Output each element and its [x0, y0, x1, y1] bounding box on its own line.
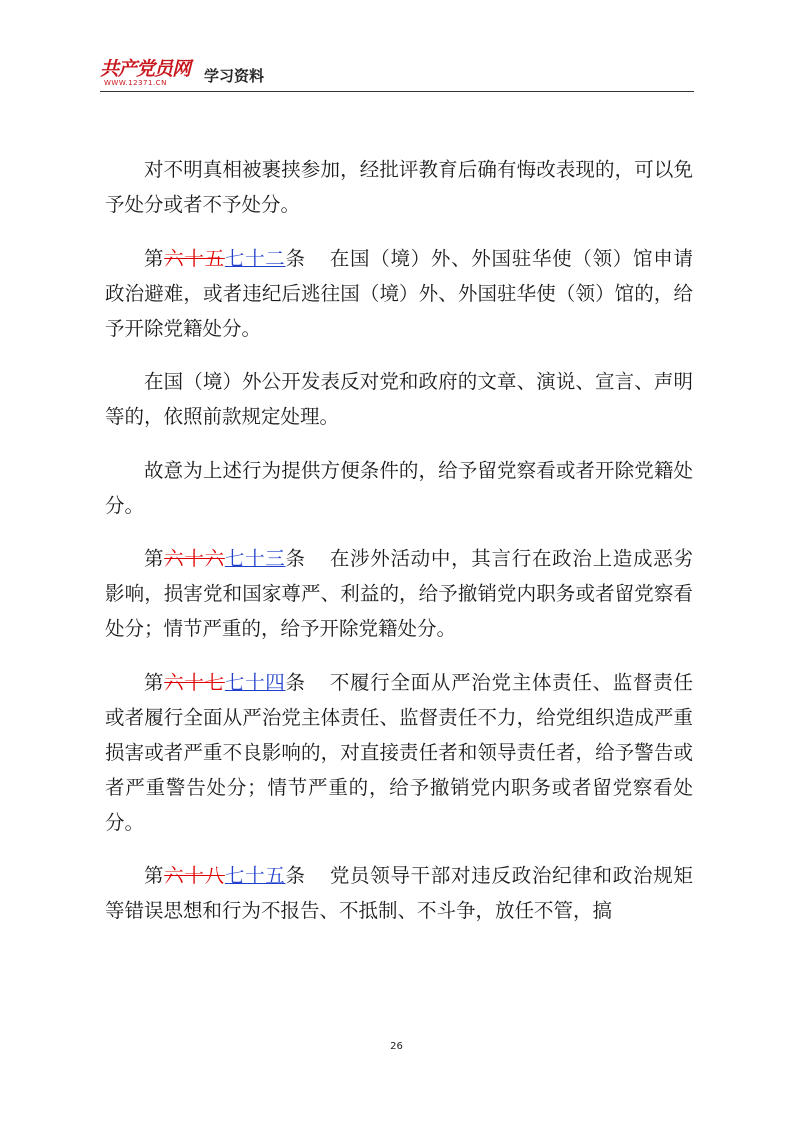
- paragraph-text: 在国（境）外、外国驻华使（领）馆申请政治避难，或者违纪后逃往国（境）外、外国驻华使（领）馆的，给予开除党籍处分。: [105, 246, 693, 340]
- inserted-article-number: 七十四: [224, 670, 286, 694]
- inserted-article-number: 七十二: [224, 246, 286, 270]
- paragraph-text: 故意为上述行为提供方便条件的，给予留党察看或者开除党籍处分。: [105, 458, 693, 517]
- paragraph: [105, 152, 693, 222]
- deleted-article-number: 六十五: [164, 246, 225, 270]
- page-number: 26: [390, 1041, 403, 1052]
- article-suffix: 条: [285, 246, 306, 270]
- article-prefix: 第: [144, 670, 165, 694]
- document-body: [105, 152, 693, 947]
- article-suffix: 条: [285, 864, 306, 887]
- paragraph-text: 对不明真相被裹挟参加，经批评教育后确有悔改表现的，可以免予处分或者不予处分。: [105, 158, 693, 216]
- site-logo: 共产党员网: [100, 58, 191, 80]
- article-suffix: 条: [285, 670, 306, 694]
- deleted-article-number: 六十八: [164, 864, 225, 887]
- inserted-article-number: 七十五: [224, 864, 286, 887]
- header-divider: [100, 91, 694, 92]
- paragraph-text: 不履行全面从严治党主体责任、监督责任或者履行全面从严治党主体责任、监督责任不力，给党组织造成严重损害或者严重不良影响的，对直接责任者和领导责任者，给予警告或者严重警告处分；情节严重的，给予撤销党内职务或者留党察看处分。: [105, 670, 693, 834]
- article-suffix: 条: [285, 547, 306, 570]
- article-75: [105, 858, 693, 928]
- article-prefix: 第: [144, 246, 165, 270]
- header-title: 学习资料: [204, 67, 265, 85]
- inserted-article-number: 七十三: [224, 547, 286, 570]
- article-74: [105, 665, 693, 840]
- paragraph-text: 在涉外活动中，其言行在政治上造成恶劣影响，损害党和国家尊严、利益的，给予撤销党内职务或者留党察看处分；情节严重的，给予开除党籍处分。: [105, 547, 693, 640]
- article-prefix: 第: [144, 864, 165, 887]
- paragraph-text: 在国（境）外公开发表反对党和政府的文章、演说、宣言、声明等的，依照前款规定处理。: [105, 370, 693, 428]
- article-72: [105, 241, 693, 346]
- paragraph: [105, 364, 693, 434]
- paragraph: [105, 453, 693, 523]
- paragraph-text: 党员领导干部对违反政治纪律和政治规矩等错误思想和行为不报告、不抵制、不斗争，放任不管，搞: [105, 864, 693, 922]
- deleted-article-number: 六十六: [164, 547, 225, 570]
- article-prefix: 第: [144, 547, 165, 570]
- deleted-article-number: 六十七: [164, 670, 225, 694]
- page-header: [100, 52, 694, 92]
- article-73: [105, 541, 693, 646]
- site-logo-url: WWW.12371.CN: [104, 79, 167, 87]
